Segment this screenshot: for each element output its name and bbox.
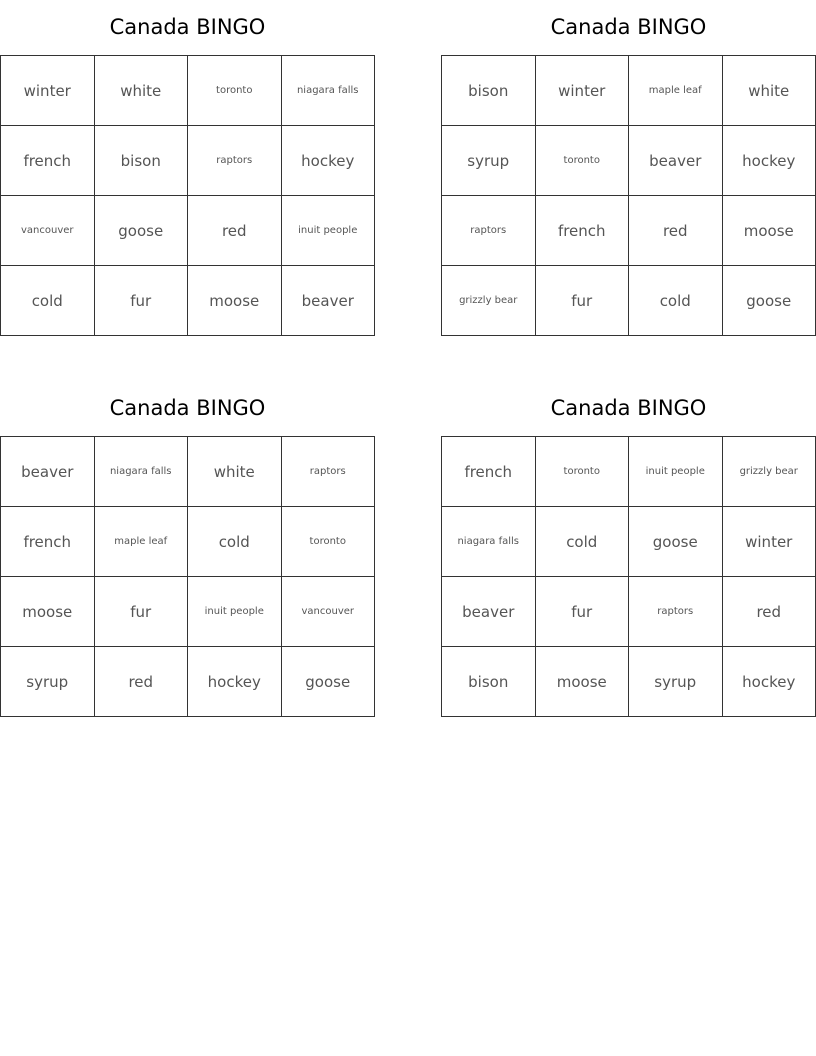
bingo-cell: beaver	[1, 437, 95, 507]
bingo-cell: vancouver	[282, 577, 376, 647]
bingo-cell: grizzly bear	[723, 437, 816, 507]
bingo-cell: french	[536, 196, 630, 266]
bingo-grid	[0, 55, 375, 336]
bingo-cell: winter	[1, 56, 95, 126]
bingo-card-4	[441, 381, 816, 717]
bingo-card-3	[0, 381, 375, 717]
bingo-grid	[0, 436, 375, 717]
bingo-cell: goose	[723, 266, 816, 336]
bingo-cell: toronto	[536, 437, 630, 507]
bingo-cell: inuit people	[188, 577, 282, 647]
bingo-cell: inuit people	[282, 196, 376, 266]
bingo-cell: syrup	[442, 126, 536, 196]
bingo-cell: vancouver	[1, 196, 95, 266]
bingo-cell: bison	[442, 647, 536, 717]
bingo-cell: moose	[188, 266, 282, 336]
bingo-cell: fur	[536, 266, 630, 336]
bingo-cell: toronto	[536, 126, 630, 196]
bingo-grid	[441, 55, 816, 336]
bingo-cell: raptors	[188, 126, 282, 196]
bingo-cell: hockey	[188, 647, 282, 717]
bingo-cell: hockey	[723, 647, 816, 717]
bingo-cell: goose	[95, 196, 189, 266]
bingo-cell: moose	[536, 647, 630, 717]
bingo-cell: beaver	[629, 126, 723, 196]
bingo-cell: goose	[282, 647, 376, 717]
card-title: Canada BINGO	[550, 15, 707, 39]
bingo-cell: bison	[442, 56, 536, 126]
bingo-cell: niagara falls	[442, 507, 536, 577]
bingo-cell: bison	[95, 126, 189, 196]
bingo-cell: winter	[723, 507, 816, 577]
bingo-cell: fur	[95, 266, 189, 336]
bingo-cell: red	[188, 196, 282, 266]
bingo-cell: hockey	[282, 126, 376, 196]
bingo-cell: french	[442, 437, 536, 507]
bingo-cell: moose	[1, 577, 95, 647]
bingo-cell: white	[188, 437, 282, 507]
bingo-cell: cold	[536, 507, 630, 577]
bingo-cell: raptors	[629, 577, 723, 647]
bingo-cell: inuit people	[629, 437, 723, 507]
bingo-grid	[441, 436, 816, 717]
bingo-cell: niagara falls	[282, 56, 376, 126]
bingo-cell: white	[95, 56, 189, 126]
bingo-cell: toronto	[282, 507, 376, 577]
card-title: Canada BINGO	[550, 396, 707, 420]
bingo-card-1	[0, 0, 375, 336]
bingo-cell: winter	[536, 56, 630, 126]
bingo-cell: red	[629, 196, 723, 266]
bingo-cell: toronto	[188, 56, 282, 126]
bingo-cell: french	[1, 507, 95, 577]
bingo-cell: red	[95, 647, 189, 717]
card-title: Canada BINGO	[109, 396, 266, 420]
bingo-cell: cold	[188, 507, 282, 577]
bingo-cell: raptors	[442, 196, 536, 266]
bingo-cell: raptors	[282, 437, 376, 507]
bingo-card-2	[441, 0, 816, 336]
bingo-cell: cold	[629, 266, 723, 336]
bingo-cell: goose	[629, 507, 723, 577]
bingo-cell: syrup	[629, 647, 723, 717]
bingo-cell: red	[723, 577, 816, 647]
bingo-cell: syrup	[1, 647, 95, 717]
bingo-cell: niagara falls	[95, 437, 189, 507]
bingo-cell: fur	[95, 577, 189, 647]
bingo-cell: grizzly bear	[442, 266, 536, 336]
card-title: Canada BINGO	[109, 15, 266, 39]
bingo-cell: beaver	[442, 577, 536, 647]
bingo-cell: french	[1, 126, 95, 196]
bingo-cell: maple leaf	[95, 507, 189, 577]
bingo-cell: beaver	[282, 266, 376, 336]
bingo-cell: maple leaf	[629, 56, 723, 126]
bingo-cell: cold	[1, 266, 95, 336]
bingo-cell: moose	[723, 196, 816, 266]
bingo-cell: fur	[536, 577, 630, 647]
bingo-cell: white	[723, 56, 816, 126]
bingo-cell: hockey	[723, 126, 816, 196]
